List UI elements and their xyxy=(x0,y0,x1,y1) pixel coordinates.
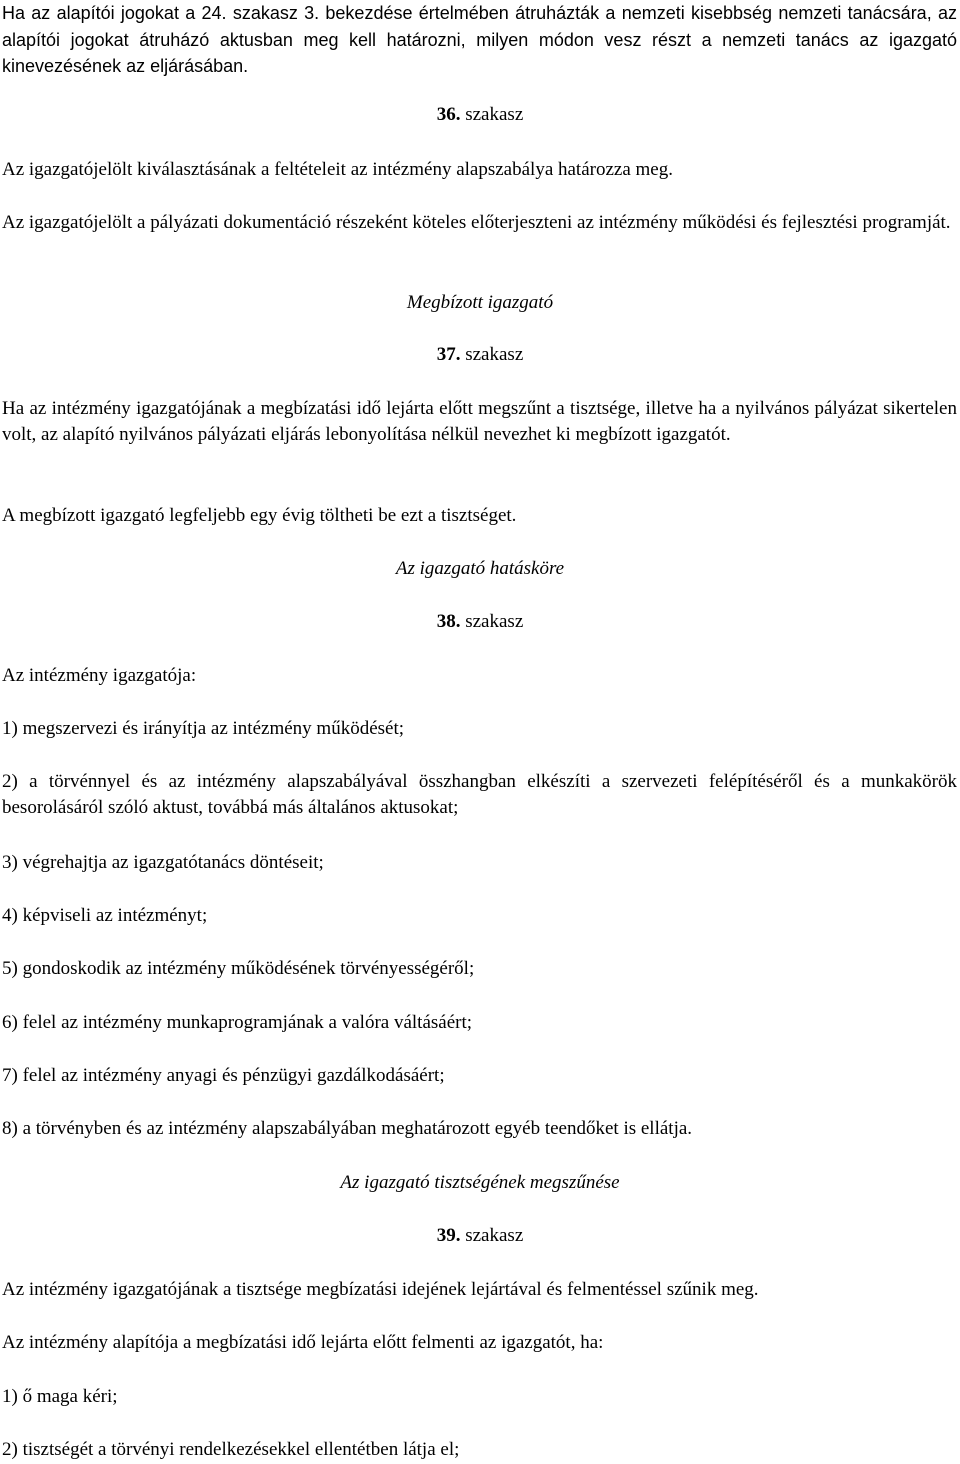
section-39-paragraph-2: Az intézmény alapítója a megbízatási idő lejárta előtt felmenti az igazgatót, ha: xyxy=(2,1332,604,1353)
section-36-number: 36. xyxy=(436,104,461,125)
section-38-item-8: 8) a törvényben és az intézmény alapszabályában meghatározott egyéb teendőket is ellátja. xyxy=(2,1118,693,1139)
section-38-word: szakasz xyxy=(465,611,524,632)
section-38-title: Az igazgató hatásköre xyxy=(395,558,565,579)
section-38-item-5: 5) gondoskodik az intézmény működésének törvényességéről; xyxy=(2,958,475,979)
section-38-heading xyxy=(0,609,960,635)
section-39-title: Az igazgató tisztségének megszűnése xyxy=(340,1172,620,1193)
section-38-item-4: 4) képviseli az intézményt; xyxy=(2,905,208,926)
section-38-item-2: 2) a törvénnyel és az intézmény alapszabályával összhangban elkészíti a szervezeti felépítéséről és a munkakörök besorolásáról szóló aktust, továbbá más általános aktusokat; xyxy=(2,771,957,818)
section-36-paragraph-2: Az igazgatójelölt a pályázati dokumentáció részeként köteles előterjeszteni az intézmény működési és fejlesztési programját. xyxy=(2,212,951,233)
section-38-number: 38. xyxy=(436,611,461,632)
section-37-paragraph-1: Ha az intézmény igazgatójának a megbízatási idő lejárta előtt megszűnt a tisztsége, illetve ha a nyilvános pályázat sikertelen volt, az alapító nyilvános pályázati eljárás lebonyolítása nélkül nevezhet ki megbízott igazgatót. xyxy=(2,398,957,445)
section-38-item-3: 3) végrehajtja az igazgatótanács döntéseit; xyxy=(2,852,324,873)
section-37-paragraph-2: A megbízott igazgató legfeljebb egy évig töltheti be ezt a tisztséget. xyxy=(2,505,517,526)
section-39-number: 39. xyxy=(436,1225,461,1246)
section-37-title: Megbízott igazgató xyxy=(406,292,554,313)
section-36-word: szakasz xyxy=(465,104,524,125)
section-37-word: szakasz xyxy=(465,344,524,365)
section-39-word: szakasz xyxy=(465,1225,524,1246)
section-36-paragraph-1: Az igazgatójelölt kiválasztásának a feltételeit az intézmény alapszabálya határozza meg. xyxy=(2,159,673,180)
section-39-item-1: 1) ő maga kéri; xyxy=(2,1386,118,1407)
section-38-item-7: 7) felel az intézmény anyagi és pénzügyi gazdálkodásáért; xyxy=(2,1065,445,1086)
section-38-lead: Az intézmény igazgatója: xyxy=(2,665,197,686)
section-39-paragraph-1: Az intézmény igazgatójának a tisztsége megbízatási idejének lejártával és felmentéssel szűnik meg. xyxy=(2,1279,759,1300)
section-38-item-6: 6) felel az intézmény munkaprogramjának a valóra váltásáért; xyxy=(2,1012,473,1033)
section-37-heading xyxy=(0,342,960,368)
intro-paragraph: Ha az alapítói jogokat a 24. szakasz 3. bekezdése értelmében átruházták a nemzeti kisebbség nemzeti tanácsára, az alapítói jogokat átruházó aktusban meg kell határozni, milyen módon vesz részt a nemzeti tanács az igazgató kinevezésének az eljárásában. xyxy=(2,3,957,76)
section-39-heading xyxy=(0,1223,960,1249)
section-38-item-1: 1) megszervezi és irányítja az intézmény működését; xyxy=(2,718,405,739)
section-39-item-2: 2) tisztségét a törvényi rendelkezésekkel ellentétben látja el; xyxy=(2,1439,460,1460)
section-37-number: 37. xyxy=(436,344,461,365)
section-36-heading xyxy=(0,102,960,128)
